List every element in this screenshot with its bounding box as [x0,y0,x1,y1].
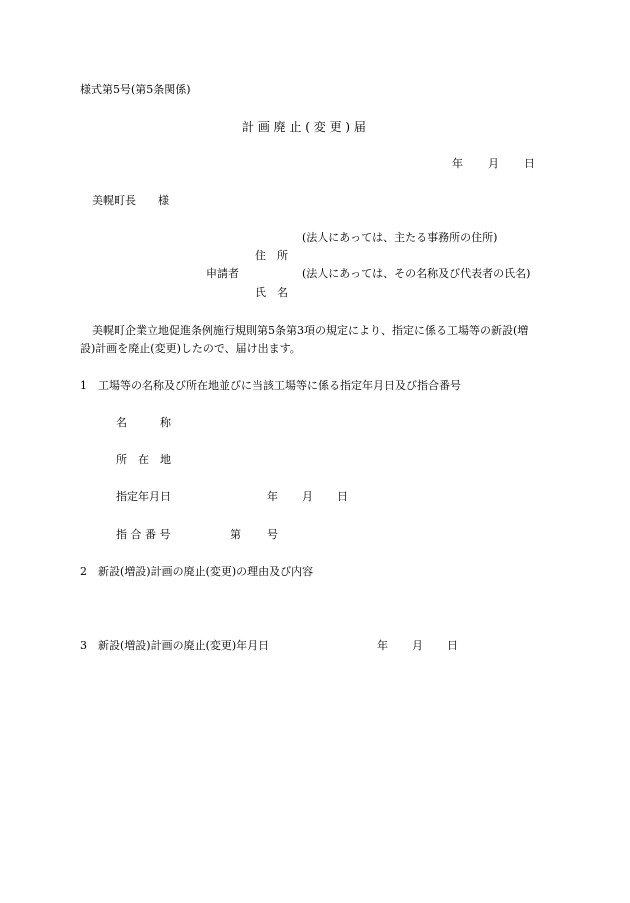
section3-month: 月 [412,639,423,652]
designation-year: 年 [267,490,278,503]
number-prefix: 第 [230,528,241,541]
addressee: 美幌町長 様 [92,194,169,207]
date-day: 日 [524,157,535,170]
address-label: 住 所 [255,249,288,262]
section3-heading: 3 新設(増設)計画の廃止(変更)年月日 [80,639,270,652]
section3-day: 日 [447,639,458,652]
number-suffix: 号 [267,528,278,541]
name-note: (法人にあっては、その名称及び代表者の氏名) [302,267,531,280]
location-label: 所 在 地 [116,453,171,466]
facility-name-label: 名 称 [116,416,171,429]
section1-heading: 1 工場等の名称及び所在地並びに当該工場等に係る指定年月日及び指合番号 [80,379,461,392]
body-text-line2: 設)計画を廃止(変更)したので、届け出ます。 [80,342,301,355]
address-note: (法人にあっては、主たる事務所の住所) [302,231,498,244]
date-month: 月 [488,157,499,170]
designation-number-label: 指 合 番 号 [116,528,171,541]
name-label: 氏 名 [255,286,288,299]
section3-year: 年 [377,639,388,652]
form-title: 計 画 廃 止 ( 変 更 ) 届 [242,120,366,134]
applicant-label: 申請者 [206,267,239,280]
date-year: 年 [452,157,463,170]
section2-heading: 2 新設(増設)計画の廃止(変更)の理由及び内容 [80,565,314,578]
designation-month: 月 [302,490,313,503]
form-number: 様式第5号(第5条関係) [80,83,191,96]
designation-day: 日 [337,490,348,503]
body-text-line1: 美幌町企業立地促進条例施行規則第5条第3項の規定により、指定に係る工場等の新設(増 [92,324,529,337]
designation-date-label: 指定年月日 [116,490,171,503]
